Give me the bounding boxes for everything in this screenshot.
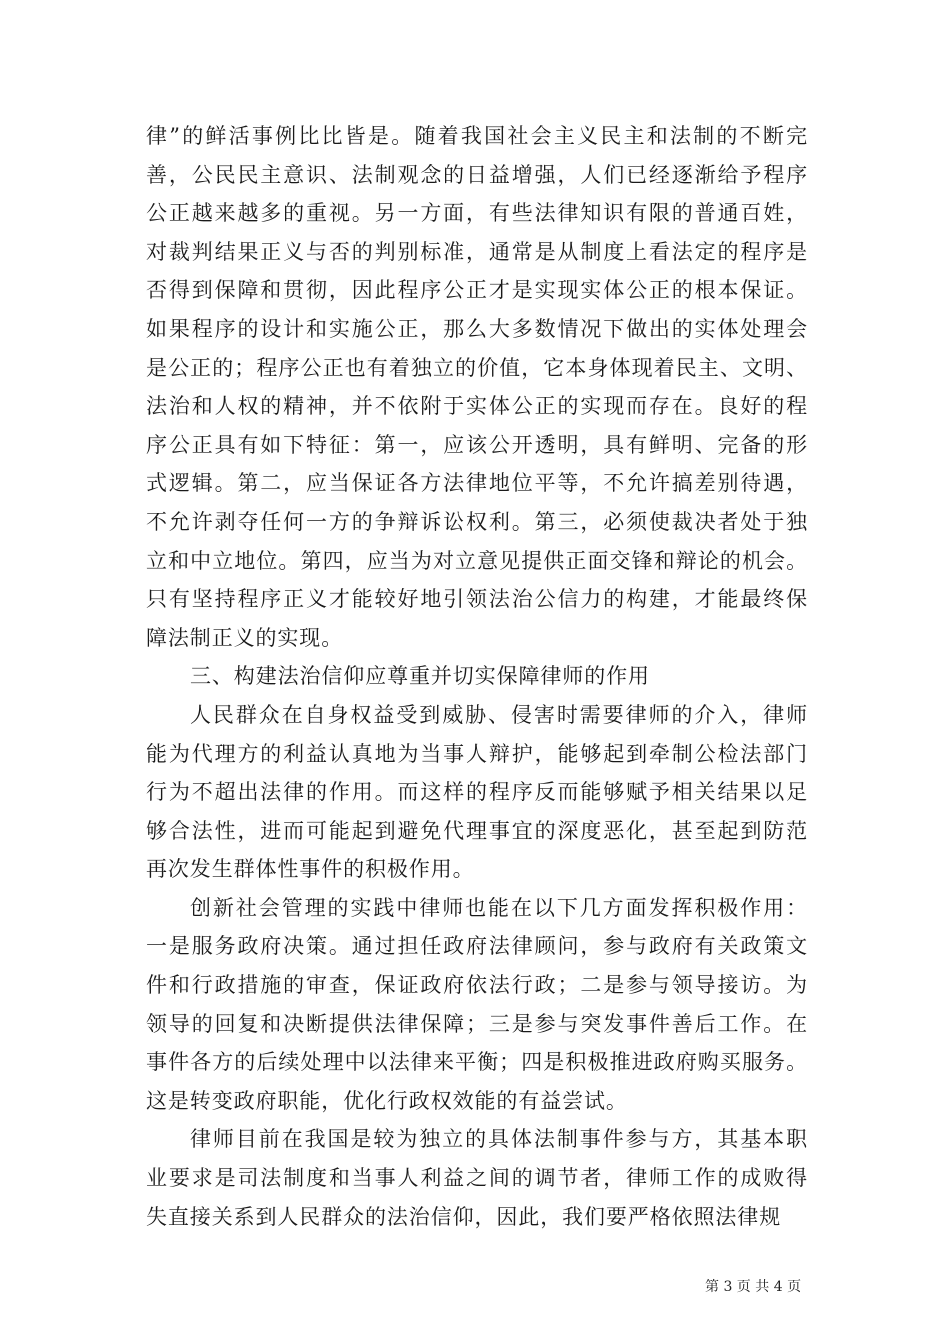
paragraph <box>146 1120 808 1236</box>
text-line: 善，公民民主意识、法制观念的日益增强，人们已经逐渐给予程序 <box>146 162 808 187</box>
text-line: 人民群众在自身权益受到威胁、侵害时需要律师的介入，律师 <box>190 702 808 727</box>
text-line: 序公正具有如下特征：第一，应该公开透明，具有鲜明、完备的形 <box>146 432 808 457</box>
text-line: 立和中立地位。第四，应当为对立意见提供正面交锋和辩论的机会。 <box>146 548 808 573</box>
text-line: 法治和人权的精神，并不依附于实体公正的实现而存在。良好的程 <box>146 394 808 419</box>
text-line: 律师目前在我国是较为独立的具体法制事件参与方，其基本职 <box>190 1127 808 1152</box>
text-line: 事件各方的后续处理中以法律来平衡；四是积极推进政府购买服务。 <box>146 1050 808 1075</box>
text-line: 业要求是司法制度和当事人利益之间的调节者，律师工作的成败得 <box>146 1166 808 1191</box>
text-line: 是公正的；程序公正也有着独立的价值，它本身体现着民主、文明、 <box>146 355 808 380</box>
text-line: 如果程序的设计和实施公正，那么大多数情况下做出的实体处理会 <box>146 316 808 341</box>
text-line: 律”的鲜活事例比比皆是。随着我国社会主义民主和法制的不断完 <box>146 124 808 148</box>
body-text <box>146 117 808 1236</box>
text-line: 能为代理方的利益认真地为当事人辩护，能够起到牵制公检法部门 <box>146 741 808 766</box>
text-line: 障法制正义的实现。 <box>146 625 344 650</box>
text-line: 够合法性，进而可能起到避免代理事宜的深度恶化，甚至起到防范 <box>146 818 808 843</box>
text-line: 公正越来越多的重视。另一方面，有些法律知识有限的普通百姓， <box>146 201 808 226</box>
paragraph <box>146 117 808 657</box>
text-line: 只有坚持程序正义才能较好地引领法治公信力的构建，才能最终保 <box>146 587 808 612</box>
text-line: 否得到保障和贯彻，因此程序公正才是实现实体公正的根本保证。 <box>146 278 808 303</box>
page-number-footer: 第 3 页 共 4 页 <box>705 1279 802 1295</box>
paragraph <box>146 696 808 889</box>
text-line: 件和行政措施的审查，保证政府依法行政；二是参与领导接访。为 <box>146 973 808 998</box>
paragraph <box>146 889 808 1121</box>
text-line: 式逻辑。第二，应当保证各方法律地位平等，不允许搞差别待遇， <box>146 471 808 496</box>
text-line: 行为不超出法律的作用。而这样的程序反而能够赋予相关结果以足 <box>146 780 808 805</box>
text-line: 再次发生群体性事件的积极作用。 <box>146 857 475 882</box>
text-line: 一是服务政府决策。通过担任政府法律顾问，参与政府有关政策文 <box>146 934 808 959</box>
text-line: 不允许剥夺任何一方的争辩诉讼权利。第三，必须使裁决者处于独 <box>146 509 808 534</box>
text-line: 对裁判结果正义与否的判别标准，通常是从制度上看法定的程序是 <box>146 239 808 264</box>
text-line: 三、构建法治信仰应尊重并切实保障律师的作用 <box>190 664 650 689</box>
text-line: 这是转变政府职能，优化行政权效能的有益尝试。 <box>146 1088 628 1113</box>
text-line: 失直接关系到人民群众的法治信仰，因此，我们要严格依照法律规 <box>146 1204 782 1229</box>
section-heading <box>146 657 808 696</box>
text-line: 创新社会管理的实践中律师也能在以下几方面发挥积极作用： <box>190 895 808 920</box>
text-line: 领导的回复和决断提供法律保障；三是参与突发事件善后工作。在 <box>146 1011 808 1036</box>
